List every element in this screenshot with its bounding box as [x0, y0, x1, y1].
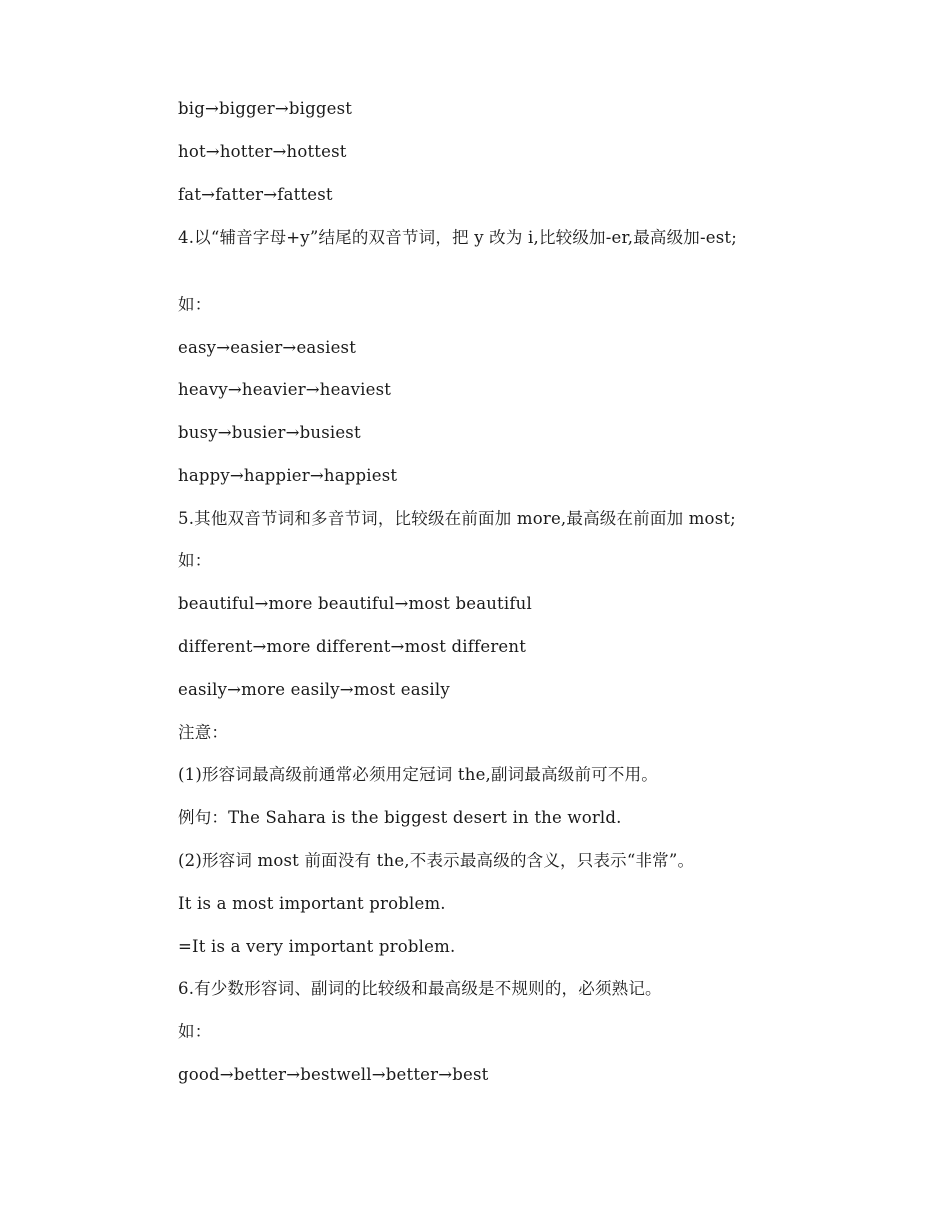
example-sentence-sahara: 例句：The Sahara is the biggest desert in the world. [178, 808, 622, 827]
example-big: big→bigger→biggest [178, 99, 353, 118]
example-different: different→more different→most different [178, 637, 527, 656]
example-happy: happy→happier→happiest [178, 466, 398, 485]
note-2: (2)形容词 most 前面没有 the,不表示最高级的含义，只表示“非常”。 [178, 851, 695, 870]
example-intro: 如： [178, 295, 212, 314]
rule-6: 6.有少数形容词、副词的比较级和最高级是不规则的，必须熟记。 [178, 979, 662, 998]
rule-4: 4.以“辅音字母+y”结尾的双音节词，把 y 改为 i,比较级加-er,最高级加-est; [178, 228, 737, 247]
example-very-important: =It is a very important problem. [178, 937, 456, 956]
example-easy: easy→easier→easiest [178, 338, 357, 357]
note-1: (1)形容词最高级前通常必须用定冠词 the,副词最高级前可不用。 [178, 765, 658, 784]
example-easily: easily→more easily→most easily [178, 680, 450, 699]
example-heavy: heavy→heavier→heaviest [178, 380, 392, 399]
example-busy: busy→busier→busiest [178, 423, 361, 442]
note-heading: 注意： [178, 723, 229, 742]
example-most-important: It is a most important problem. [178, 894, 446, 913]
example-intro: 如： [178, 1022, 212, 1041]
example-good-well: good→better→bestwell→better→best [178, 1065, 489, 1084]
example-hot: hot→hotter→hottest [178, 142, 347, 161]
rule-5: 5.其他双音节词和多音节词，比较级在前面加 more,最高级在前面加 most; [178, 509, 736, 528]
example-fat: fat→fatter→fattest [178, 185, 333, 204]
example-beautiful: beautiful→more beautiful→most beautiful [178, 594, 532, 613]
example-intro: 如： [178, 551, 212, 570]
